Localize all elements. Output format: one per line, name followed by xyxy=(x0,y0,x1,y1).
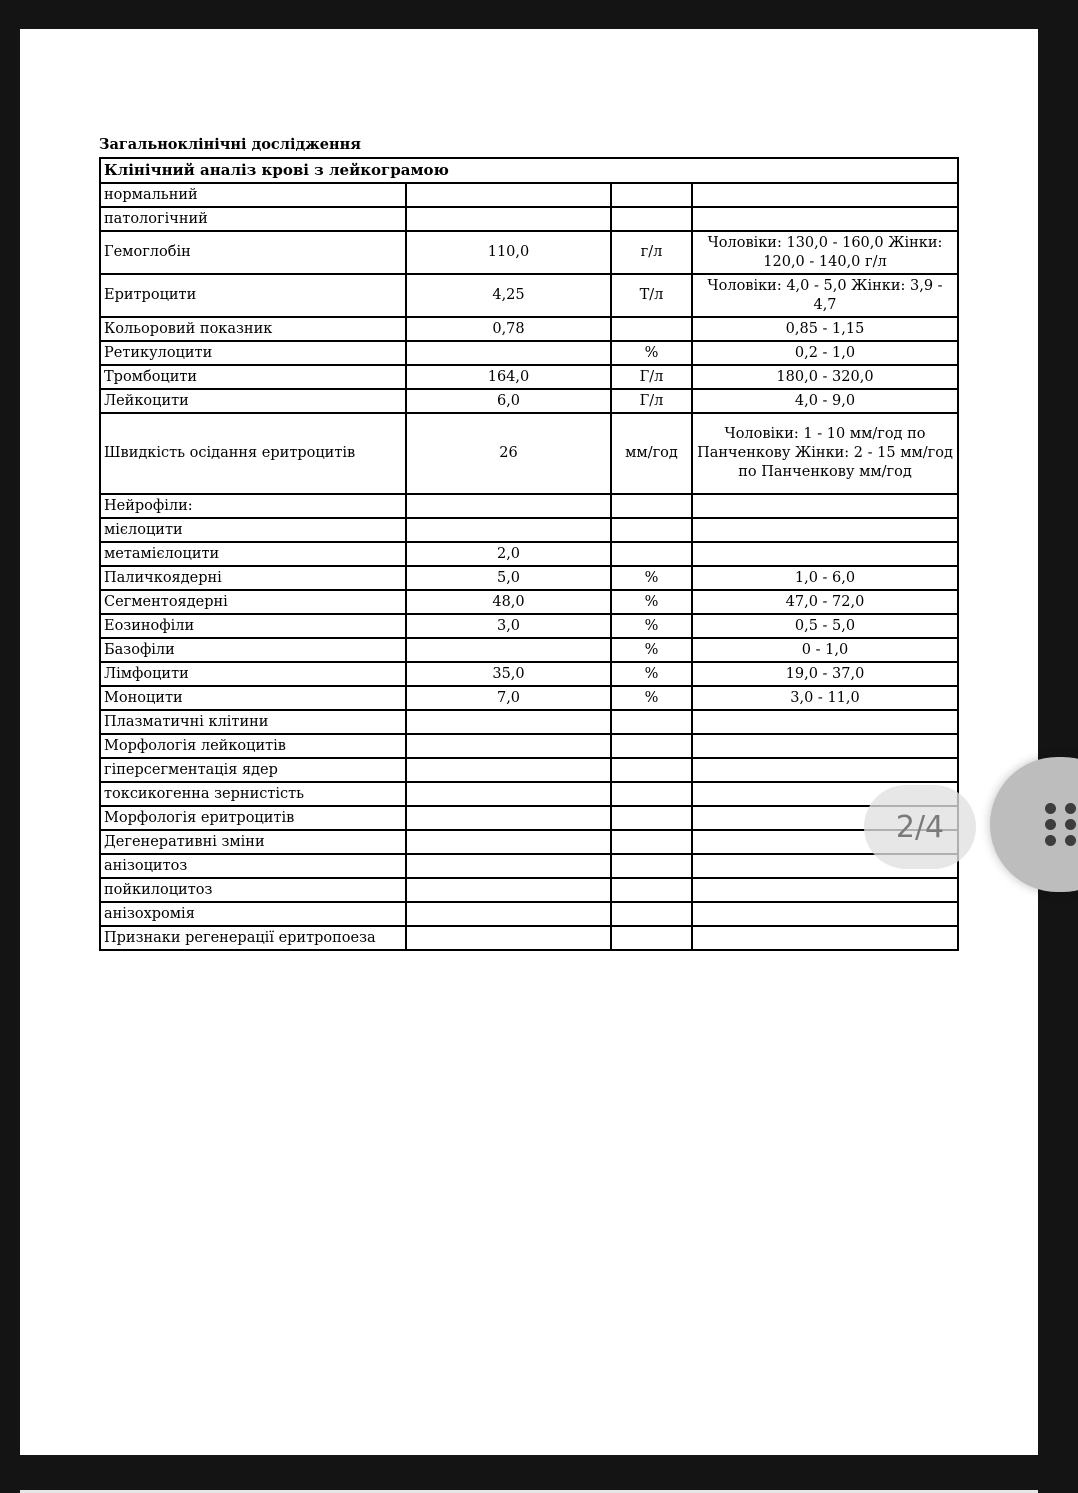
cell-reference: 47,0 - 72,0 xyxy=(692,590,958,614)
table-row xyxy=(100,734,958,758)
page-indicator: 2/4 xyxy=(864,785,976,869)
cell-reference xyxy=(692,926,958,950)
grid-dots-icon[interactable] xyxy=(1045,803,1075,847)
cell-result xyxy=(406,710,611,734)
table-row xyxy=(100,806,958,830)
table-row xyxy=(100,926,958,950)
cell-unit xyxy=(611,854,692,878)
cell-result xyxy=(406,183,611,207)
cell-test-name: Лімфоцити xyxy=(100,662,406,686)
cell-unit: % xyxy=(611,614,692,638)
cell-unit: % xyxy=(611,341,692,365)
cell-test-name: патологічний xyxy=(100,207,406,231)
cell-reference: Чоловіки: 130,0 - 160,0 Жінки: 120,0 - 140,0 г/л xyxy=(692,231,958,274)
table-row xyxy=(100,494,958,518)
cell-result xyxy=(406,854,611,878)
table-title: Клінічний аналіз крові з лейкограмою xyxy=(100,158,958,183)
cell-reference: Чоловіки: 1 - 10 мм/год по Панченкову Жінки: 2 - 15 мм/год по Панченкову мм/год xyxy=(692,413,958,494)
table-row xyxy=(100,590,958,614)
cell-unit xyxy=(611,542,692,566)
cell-test-name: гіперсегментація ядер xyxy=(100,758,406,782)
cell-test-name: Тромбоцити xyxy=(100,365,406,389)
cell-unit: % xyxy=(611,662,692,686)
table-row xyxy=(100,638,958,662)
cell-result: 4,25 xyxy=(406,274,611,317)
table-row xyxy=(100,183,958,207)
cell-test-name: Базофіли xyxy=(100,638,406,662)
table-title-row xyxy=(100,158,958,183)
table-row xyxy=(100,902,958,926)
cell-unit: Т/л xyxy=(611,274,692,317)
table-row xyxy=(100,782,958,806)
table-row xyxy=(100,207,958,231)
cell-unit xyxy=(611,317,692,341)
cell-reference xyxy=(692,494,958,518)
cell-test-name: Гемоглобін xyxy=(100,231,406,274)
cell-reference: 0 - 1,0 xyxy=(692,638,958,662)
cell-test-name: анізоцитоз xyxy=(100,854,406,878)
table-row xyxy=(100,878,958,902)
cell-reference xyxy=(692,518,958,542)
cell-reference xyxy=(692,902,958,926)
cell-test-name: Швидкість осідання еритроцитів xyxy=(100,413,406,494)
table-row xyxy=(100,317,958,341)
cell-reference: 3,0 - 11,0 xyxy=(692,686,958,710)
cell-test-name: Еритроцити xyxy=(100,274,406,317)
cell-result: 3,0 xyxy=(406,614,611,638)
cell-result: 6,0 xyxy=(406,389,611,413)
cell-reference: 19,0 - 37,0 xyxy=(692,662,958,686)
cell-result xyxy=(406,341,611,365)
table-row xyxy=(100,614,958,638)
cell-result xyxy=(406,494,611,518)
cell-test-name: пойкилоцитоз xyxy=(100,878,406,902)
table-row xyxy=(100,518,958,542)
cell-test-name: Ретикулоцити xyxy=(100,341,406,365)
cell-result: 5,0 xyxy=(406,566,611,590)
cell-test-name: метамієлоцити xyxy=(100,542,406,566)
cell-unit: Г/л xyxy=(611,389,692,413)
table-row xyxy=(100,542,958,566)
cell-reference: 0,85 - 1,15 xyxy=(692,317,958,341)
cell-reference xyxy=(692,734,958,758)
table-row xyxy=(100,413,958,494)
cell-result xyxy=(406,902,611,926)
cell-reference xyxy=(692,207,958,231)
cell-reference: 0,5 - 5,0 xyxy=(692,614,958,638)
cell-reference xyxy=(692,542,958,566)
cell-unit xyxy=(611,518,692,542)
table-row xyxy=(100,662,958,686)
cell-test-name: Кольоровий показник xyxy=(100,317,406,341)
table-row xyxy=(100,758,958,782)
cell-reference xyxy=(692,710,958,734)
cell-unit: % xyxy=(611,638,692,662)
cell-result: 110,0 xyxy=(406,231,611,274)
cell-test-name: анізохромія xyxy=(100,902,406,926)
cell-unit: % xyxy=(611,590,692,614)
section-title: Загальноклінічні дослідження xyxy=(99,136,361,153)
cell-unit: Г/л xyxy=(611,365,692,389)
cell-unit: мм/год xyxy=(611,413,692,494)
cell-test-name: Паличкоядерні xyxy=(100,566,406,590)
cell-test-name: Морфологія еритроцитів xyxy=(100,806,406,830)
cell-test-name: Еозинофіли xyxy=(100,614,406,638)
cell-test-name: Нейрофіли: xyxy=(100,494,406,518)
cell-unit xyxy=(611,494,692,518)
cell-test-name: Дегенеративні зміни xyxy=(100,830,406,854)
cell-unit xyxy=(611,183,692,207)
table-row xyxy=(100,854,958,878)
cell-test-name: Сегментоядерні xyxy=(100,590,406,614)
cell-result: 26 xyxy=(406,413,611,494)
cell-reference: 1,0 - 6,0 xyxy=(692,566,958,590)
table-row xyxy=(100,566,958,590)
cell-result xyxy=(406,758,611,782)
cell-reference: Чоловіки: 4,0 - 5,0 Жінки: 3,9 - 4,7 xyxy=(692,274,958,317)
cell-result xyxy=(406,782,611,806)
cell-result xyxy=(406,207,611,231)
blood-test-table xyxy=(99,157,959,951)
cell-result xyxy=(406,878,611,902)
cell-result: 35,0 xyxy=(406,662,611,686)
cell-unit xyxy=(611,878,692,902)
cell-unit xyxy=(611,710,692,734)
cell-unit xyxy=(611,207,692,231)
cell-result xyxy=(406,518,611,542)
table-row xyxy=(100,365,958,389)
table-row xyxy=(100,686,958,710)
cell-unit xyxy=(611,782,692,806)
cell-test-name: Лейкоцити xyxy=(100,389,406,413)
cell-result: 0,78 xyxy=(406,317,611,341)
cell-test-name: мієлоцити xyxy=(100,518,406,542)
table-row xyxy=(100,710,958,734)
cell-result: 48,0 xyxy=(406,590,611,614)
cell-test-name: Моноцити xyxy=(100,686,406,710)
cell-test-name: токсикогенна зернистість xyxy=(100,782,406,806)
cell-result xyxy=(406,806,611,830)
table-row xyxy=(100,231,958,274)
cell-unit xyxy=(611,758,692,782)
table-row xyxy=(100,389,958,413)
cell-test-name: Морфологія лейкоцитів xyxy=(100,734,406,758)
cell-reference: 180,0 - 320,0 xyxy=(692,365,958,389)
cell-result xyxy=(406,830,611,854)
cell-reference: 4,0 - 9,0 xyxy=(692,389,958,413)
cell-unit xyxy=(611,734,692,758)
cell-result: 164,0 xyxy=(406,365,611,389)
cell-result xyxy=(406,926,611,950)
cell-test-name: Признаки регенерації еритропоеза xyxy=(100,926,406,950)
cell-unit: г/л xyxy=(611,231,692,274)
table-row xyxy=(100,341,958,365)
cell-reference xyxy=(692,878,958,902)
cell-unit xyxy=(611,806,692,830)
cell-reference xyxy=(692,758,958,782)
cell-result: 7,0 xyxy=(406,686,611,710)
cell-test-name: Плазматичні клітини xyxy=(100,710,406,734)
cell-reference: 0,2 - 1,0 xyxy=(692,341,958,365)
table-row xyxy=(100,274,958,317)
cell-reference xyxy=(692,183,958,207)
cell-unit xyxy=(611,830,692,854)
cell-test-name: нормальний xyxy=(100,183,406,207)
cell-result xyxy=(406,638,611,662)
cell-unit xyxy=(611,902,692,926)
cell-result: 2,0 xyxy=(406,542,611,566)
table-row xyxy=(100,830,958,854)
cell-result xyxy=(406,734,611,758)
cell-unit: % xyxy=(611,686,692,710)
cell-unit xyxy=(611,926,692,950)
cell-unit: % xyxy=(611,566,692,590)
